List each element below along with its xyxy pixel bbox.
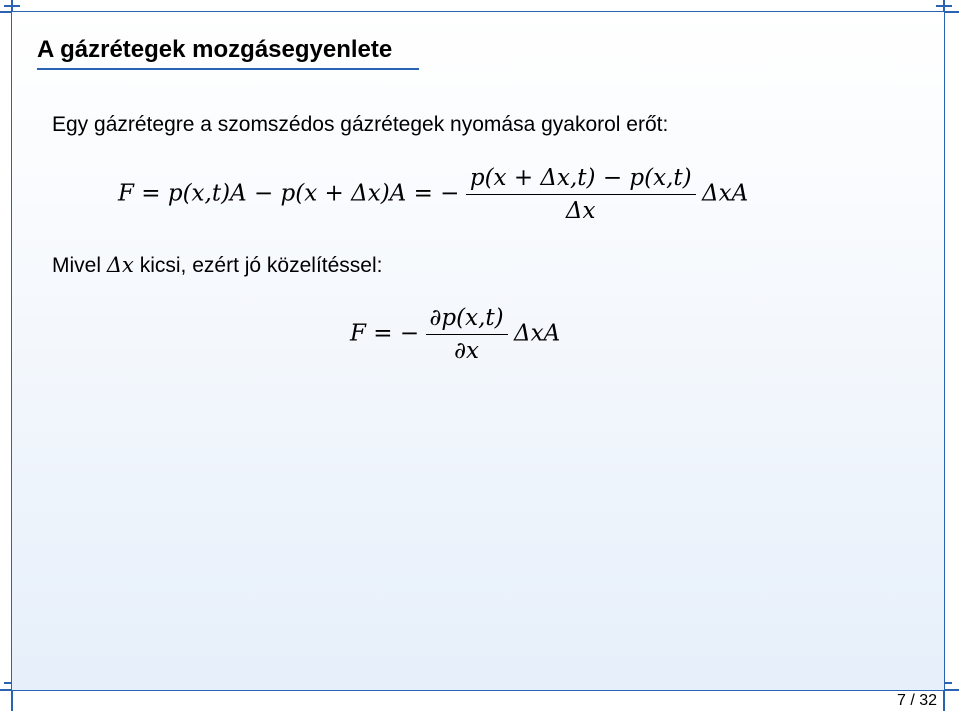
mivel-pre: Mivel bbox=[52, 254, 102, 277]
slide-title: A gázrétegek mozgásegyenlete bbox=[37, 36, 419, 70]
equation-2-rhs: ΔxA bbox=[514, 320, 561, 347]
equation-2-fraction bbox=[426, 305, 508, 364]
equation-1-fraction bbox=[466, 165, 696, 224]
equation-2-lhs: F = − bbox=[350, 320, 420, 347]
equation-1-denominator: Δx bbox=[565, 198, 596, 224]
equation-1-numerator: p(x + Δx,t) − p(x,t) bbox=[466, 165, 696, 195]
intro-text: Egy gázrétegre a szomszédos gázrétegek nyomása gyakorol erőt: bbox=[52, 113, 669, 136]
equation-2-denominator: ∂x bbox=[454, 338, 479, 364]
equation-2-numerator: ∂p(x,t) bbox=[426, 305, 508, 335]
mivel-line bbox=[52, 253, 382, 278]
equation-1-lhs: F = p(x,t)A − p(x + Δx)A = − bbox=[118, 180, 460, 207]
mivel-post: kicsi, ezért jó közelítéssel: bbox=[139, 254, 383, 277]
equation-1-rhs: ΔxA bbox=[702, 180, 749, 207]
mivel-delta: Δx bbox=[106, 253, 134, 277]
equation-1 bbox=[118, 165, 748, 224]
page-number: 7 / 32 bbox=[896, 692, 937, 709]
equation-2 bbox=[350, 305, 560, 364]
